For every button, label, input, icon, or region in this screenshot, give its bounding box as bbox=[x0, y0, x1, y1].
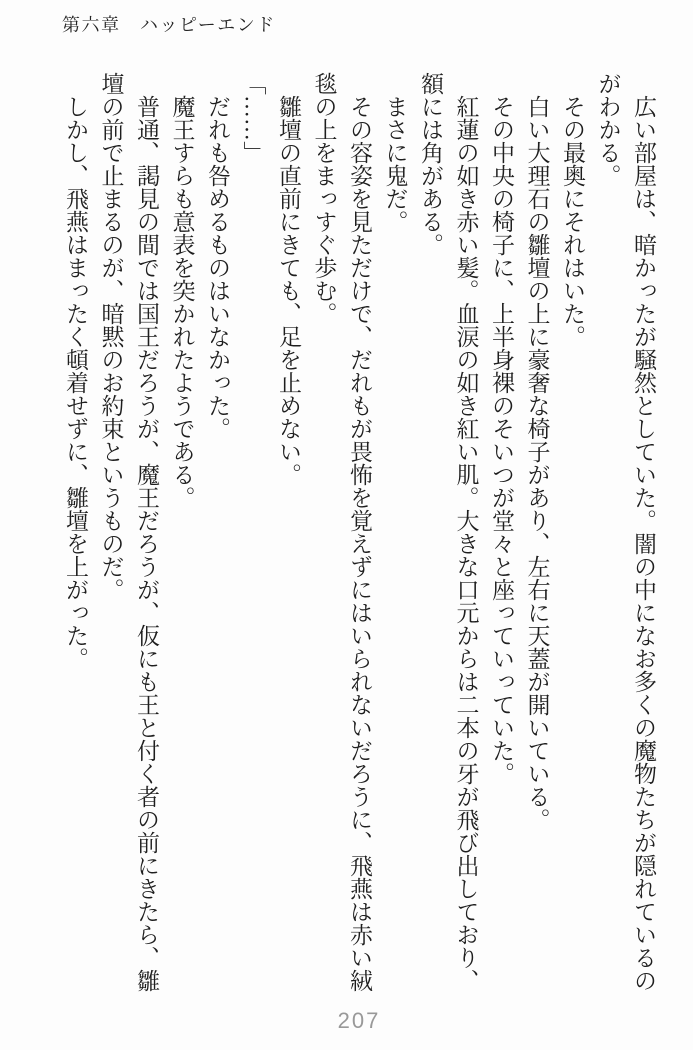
paragraph: 広い部屋は、暗かったが騒然としていた。闇の中になお多くの魔物たちが隠れているのがわかる。 bbox=[595, 72, 656, 992]
paragraph: その中央の椅子に、上半身裸のそいつが堂々と座っていっていた。 bbox=[489, 95, 514, 785]
page-body-text bbox=[58, 72, 662, 993]
paragraph: だれも咎めるものはいなかった。 bbox=[205, 95, 230, 440]
paragraph: 紅蓮の如き赤い髪。血涙の如き紅い肌。大きな口元からは二本の牙が飛び出しており、額には角がある。 bbox=[418, 72, 479, 992]
paragraph: 白い大理石の雛壇の上に豪奢な椅子があり、左右に天蓋が開いている。 bbox=[524, 95, 550, 831]
paragraph: まさに鬼だ。 bbox=[382, 95, 408, 233]
dialogue-line: 「……」 bbox=[240, 72, 266, 164]
chapter-heading: 第六章 ハッピーエンド bbox=[62, 15, 276, 35]
paragraph: しかし、飛燕はまったく頓着せずに、雛壇を上がった。 bbox=[63, 95, 88, 670]
paragraph: 普通、謁見の間では国王だろうが、魔王だろうが、仮にも王と付く者の前にきたら、雛壇の前で止まるのが、暗黙のお約束というものだ。 bbox=[98, 72, 159, 992]
paragraph: 雛壇の直前にきても、足を止めない。 bbox=[276, 95, 301, 486]
paragraph: その容姿を見ただけで、だれもが畏怖を覚えずにはいられないだろうに、飛燕は赤い絨毯の上をまっすぐ歩む。 bbox=[311, 72, 372, 992]
paragraph: その最奥にそれはいた。 bbox=[560, 95, 585, 348]
page-number: 207 bbox=[337, 1008, 381, 1033]
paragraph: 魔王すらも意表を突かれたようである。 bbox=[169, 95, 195, 509]
